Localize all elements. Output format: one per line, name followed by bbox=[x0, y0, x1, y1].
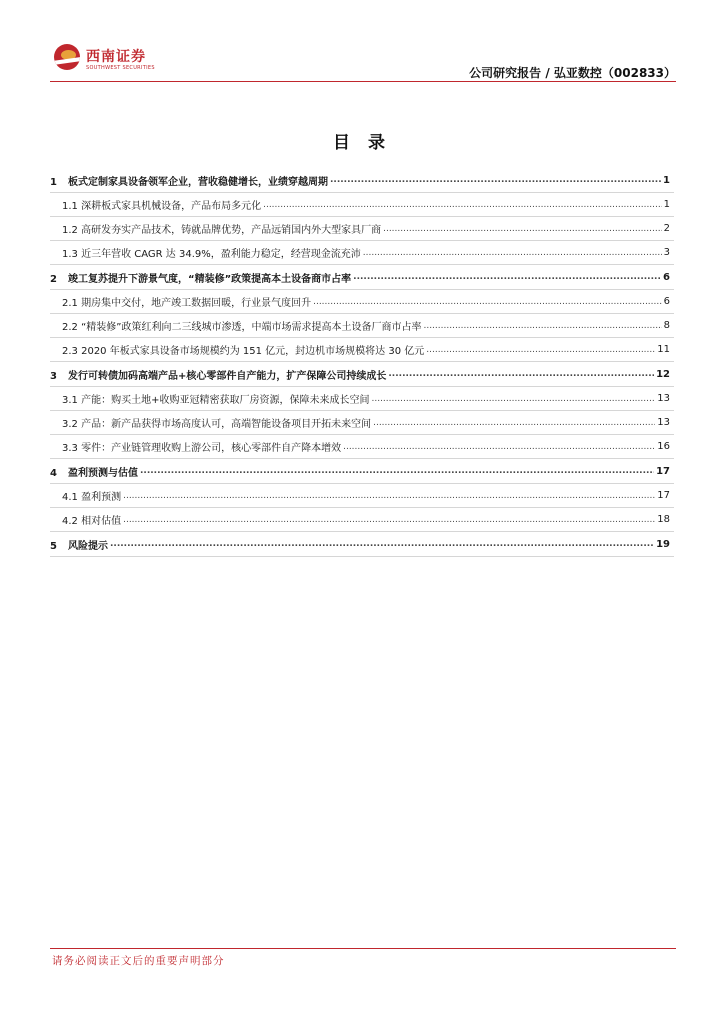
toc-entry-number: 4.2 bbox=[62, 516, 78, 527]
toc-entry-text: 竣工复苏提升下游景气度，“精装修”政策提高本土设备商市占率 bbox=[68, 273, 352, 285]
toc-leader-dots bbox=[330, 175, 661, 185]
toc-entry-subsection[interactable] bbox=[50, 411, 674, 435]
toc-entry-number: 2.3 bbox=[62, 346, 78, 357]
toc-entry-section[interactable] bbox=[50, 362, 674, 387]
toc-page-number: 3 bbox=[663, 247, 670, 258]
toc-entry-section[interactable] bbox=[50, 459, 674, 484]
logo-mark-icon bbox=[54, 44, 80, 70]
logo-name-cn: 西南证券 bbox=[86, 49, 146, 65]
toc-entry-text: 期房集中交付，地产竣工数据回暖，行业景气度回升 bbox=[81, 298, 312, 309]
toc-entry-number: 2 bbox=[50, 273, 57, 285]
toc-entry-number: 5 bbox=[50, 540, 57, 552]
toc-entry-number: 1.2 bbox=[62, 225, 78, 236]
toc-entry-subsection[interactable] bbox=[50, 241, 674, 265]
toc-leader-dots bbox=[140, 466, 654, 476]
toc-entry-text: 深耕板式家具机械设备，产品布局多元化 bbox=[81, 201, 262, 212]
toc-entry-subsection[interactable] bbox=[50, 484, 674, 508]
toc-entry-text: 零件：产业链管理收购上游公司，核心零部件自产降本增效 bbox=[81, 443, 342, 454]
toc-entry-subsection[interactable] bbox=[50, 338, 674, 362]
logo-name-en: SOUTHWEST SECURITIES bbox=[86, 65, 155, 71]
toc-entry-subsection[interactable] bbox=[50, 435, 674, 459]
toc-entry-subsection[interactable] bbox=[50, 290, 674, 314]
toc-page-number: 17 bbox=[657, 490, 670, 501]
report-label: 公司研究报告 / 弘亚数控（002833） bbox=[469, 66, 676, 80]
toc-leader-dots bbox=[123, 515, 655, 525]
toc-entry-text: 高研发夯实产品技术，铸就品牌优势，产品远销国内外大型家具厂商 bbox=[81, 225, 382, 236]
toc-leader-dots bbox=[383, 224, 662, 234]
toc-entry-number: 4 bbox=[50, 467, 57, 479]
toc-entry-number: 3 bbox=[50, 370, 57, 382]
toc-page-number: 1 bbox=[663, 174, 670, 186]
toc-leader-dots bbox=[313, 297, 662, 307]
toc-entry-text: 发行可转债加码高端产品+核心零部件自产能力，扩产保障公司持续成长 bbox=[68, 370, 387, 382]
toc-leader-dots bbox=[426, 345, 655, 355]
toc-entry-text: 盈利预测 bbox=[81, 492, 122, 503]
toc-entry-label bbox=[62, 197, 261, 212]
toc-entry-label bbox=[62, 439, 341, 454]
toc-page-number: 8 bbox=[663, 320, 670, 331]
toc-entry-text: 产能：购买土地+收购亚冠精密获取厂房资源，保障未来成长空间 bbox=[81, 395, 370, 406]
toc-entry-number: 2.1 bbox=[62, 298, 78, 309]
toc-entry-text: 风险提示 bbox=[68, 540, 108, 552]
toc-entry-label bbox=[62, 221, 381, 236]
toc-entry-subsection[interactable] bbox=[50, 314, 674, 338]
toc-entry-text: 近三年营收 CAGR 达 34.9%，盈利能力稳定，经营现金流充沛 bbox=[81, 249, 361, 260]
toc-entry-label bbox=[50, 270, 351, 285]
toc-entry-label bbox=[62, 391, 369, 406]
toc-entry-number: 1.1 bbox=[62, 201, 78, 212]
footer-divider bbox=[50, 948, 676, 949]
toc-leader-dots bbox=[110, 539, 654, 549]
toc-entry-section[interactable] bbox=[50, 168, 674, 193]
toc-title: 目 录 bbox=[333, 133, 391, 153]
toc-leader-dots bbox=[263, 200, 662, 210]
header-divider bbox=[50, 81, 676, 82]
toc-entry-number: 3.1 bbox=[62, 395, 78, 406]
toc-entry-number: 1 bbox=[50, 176, 57, 188]
toc-entry-section[interactable] bbox=[50, 265, 674, 290]
toc-page-number: 13 bbox=[657, 393, 670, 404]
toc-leader-dots bbox=[388, 369, 654, 379]
toc-entry-text: 2020 年板式家具设备市场规模约为 151 亿元，封边机市场规模将达 30 亿元 bbox=[81, 346, 425, 357]
toc-entry-label bbox=[62, 342, 424, 357]
toc-leader-dots bbox=[363, 248, 662, 258]
page-header bbox=[50, 38, 676, 82]
toc-page-number: 13 bbox=[657, 417, 670, 428]
toc-leader-dots bbox=[353, 272, 661, 282]
toc-entry-label bbox=[62, 318, 421, 333]
toc-entry-label bbox=[50, 464, 138, 479]
toc-entry-label bbox=[50, 173, 328, 188]
toc-page-number: 19 bbox=[656, 538, 670, 550]
toc-entry-number: 3.2 bbox=[62, 419, 78, 430]
footer-disclaimer: 请务必阅读正文后的重要声明部分 bbox=[52, 955, 225, 967]
toc-entry-subsection[interactable] bbox=[50, 387, 674, 411]
toc-leader-dots bbox=[371, 394, 655, 404]
toc-entry-number: 4.1 bbox=[62, 492, 78, 503]
toc-entry-label bbox=[62, 245, 361, 260]
toc-entry-text: 相对估值 bbox=[81, 516, 122, 527]
toc-entry-label bbox=[50, 367, 386, 382]
toc-entry-subsection[interactable] bbox=[50, 193, 674, 217]
toc-entry-section[interactable] bbox=[50, 532, 674, 557]
toc-page-number: 11 bbox=[657, 344, 670, 355]
toc-entry-label bbox=[62, 294, 311, 309]
toc-page-number: 18 bbox=[657, 514, 670, 525]
toc-page-number: 1 bbox=[663, 199, 670, 210]
toc-leader-dots bbox=[423, 321, 661, 331]
toc-entry-label bbox=[62, 488, 121, 503]
toc-page-number: 2 bbox=[663, 223, 670, 234]
toc-entry-subsection[interactable] bbox=[50, 508, 674, 532]
toc-entry-text: 盈利预测与估值 bbox=[68, 467, 138, 479]
toc-entry-label bbox=[62, 512, 121, 527]
table-of-contents bbox=[50, 168, 674, 557]
toc-page-number: 17 bbox=[656, 465, 670, 477]
toc-entry-number: 3.3 bbox=[62, 443, 78, 454]
company-logo bbox=[50, 40, 160, 78]
toc-entry-text: 产品：新产品获得市场高度认可，高端智能设备项目开拓未来空间 bbox=[81, 419, 372, 430]
toc-page-number: 6 bbox=[663, 271, 670, 283]
toc-page-number: 6 bbox=[663, 296, 670, 307]
toc-entry-subsection[interactable] bbox=[50, 217, 674, 241]
toc-page-number: 12 bbox=[656, 368, 670, 380]
toc-leader-dots bbox=[123, 491, 655, 501]
toc-entry-text: 板式定制家具设备领军企业，营收稳健增长，业绩穿越周期 bbox=[68, 176, 328, 188]
toc-entry-number: 2.2 bbox=[62, 322, 78, 333]
toc-leader-dots bbox=[373, 418, 655, 428]
toc-entry-number: 1.3 bbox=[62, 249, 78, 260]
toc-entry-label bbox=[62, 415, 371, 430]
toc-page-number: 16 bbox=[657, 441, 670, 452]
toc-entry-text: “精装修”政策红利向二三线城市渗透，中端市场需求提高本土设备厂商市占率 bbox=[81, 322, 422, 333]
toc-leader-dots bbox=[343, 442, 655, 452]
toc-entry-label bbox=[50, 537, 108, 552]
